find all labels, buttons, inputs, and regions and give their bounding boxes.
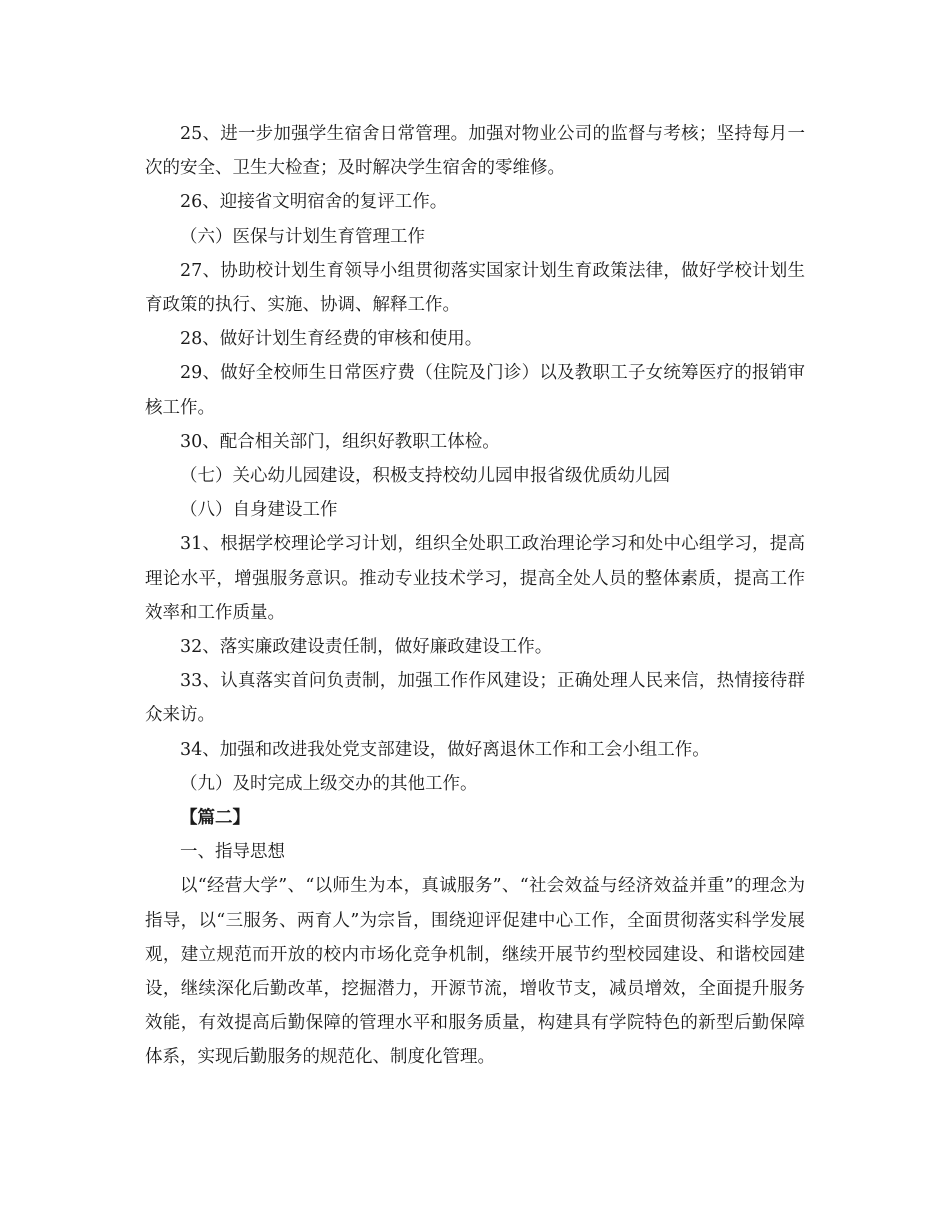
subsection-heading: 一、指导思想 [180, 842, 285, 863]
section-heading-8: （八）自身建设工作 [180, 500, 338, 521]
part-heading: 【篇二】 [180, 808, 250, 829]
paragraph-item-27: 27、协助校计划生育领导小组贯彻落实国家计划生育政策法律，做好学校计划生育政策的执行、实施、协调、解释工作。 [145, 260, 805, 316]
body-paragraph: 以“经营大学”、“以师生为本，真诚服务”、“社会效益与经济效益并重”的理念为指导，以“三服务、两育人”为宗旨，围绕迎评促建中心工作，全面贯彻落实科学发展观，建立规范而开放的校内市场化竞争机制，继续开展节约型校园建设、和谐校园建设，继续深化后勤改革，挖掘潜力，开源节流，增收节支，减员增效，全面提升服务效能，有效提高后勤保障的管理水平和服务质量，构建具有学院特色的新型后勤保障体系，实现后勤服务的规范化、制度化管理。 [145, 876, 805, 1068]
paragraph-item-28: 28、做好计划生育经费的审核和使用。 [180, 329, 483, 350]
section-heading-7: （七）关心幼儿园建设，积极支持校幼儿园申报省级优质幼儿园 [180, 466, 670, 487]
section-heading-9: （九）及时完成上级交办的其他工作。 [180, 773, 478, 794]
paragraph-item-32: 32、落实廉政建设责任制，做好廉政建设工作。 [180, 637, 553, 658]
paragraph-item-29: 29、做好全校师生日常医疗费（住院及门诊）以及教职工子女统筹医疗的报销审核工作。 [145, 363, 805, 418]
paragraph-item-33: 33、认真落实首问负责制，加强工作作风建设；正确处理人民来信，热情接待群众来访。 [145, 671, 805, 726]
paragraph-item-30: 30、配合相关部门，组织好教职工体检。 [180, 431, 500, 452]
paragraph-item-31: 31、根据学校理论学习计划，组织全处职工政治理论学习和处中心组学习，提高理论水平，增强服务意识。推动专业技术学习，提高全处人员的整体素质，提高工作效率和工作质量。 [145, 534, 805, 623]
section-heading-6: （六）医保与计划生育管理工作 [180, 226, 425, 247]
paragraph-item-26: 26、迎接省文明宿舍的复评工作。 [180, 192, 448, 213]
document-page [145, 117, 805, 1075]
paragraph-item-25: 25、进一步加强学生宿舍日常管理。加强对物业公司的监督与考核；坚持每月一次的安全、卫生大检查；及时解决学生宿舍的零维修。 [145, 124, 805, 179]
paragraph-item-34: 34、加强和改进我处党支部建设，做好离退休工作和工会小组工作。 [180, 739, 710, 760]
